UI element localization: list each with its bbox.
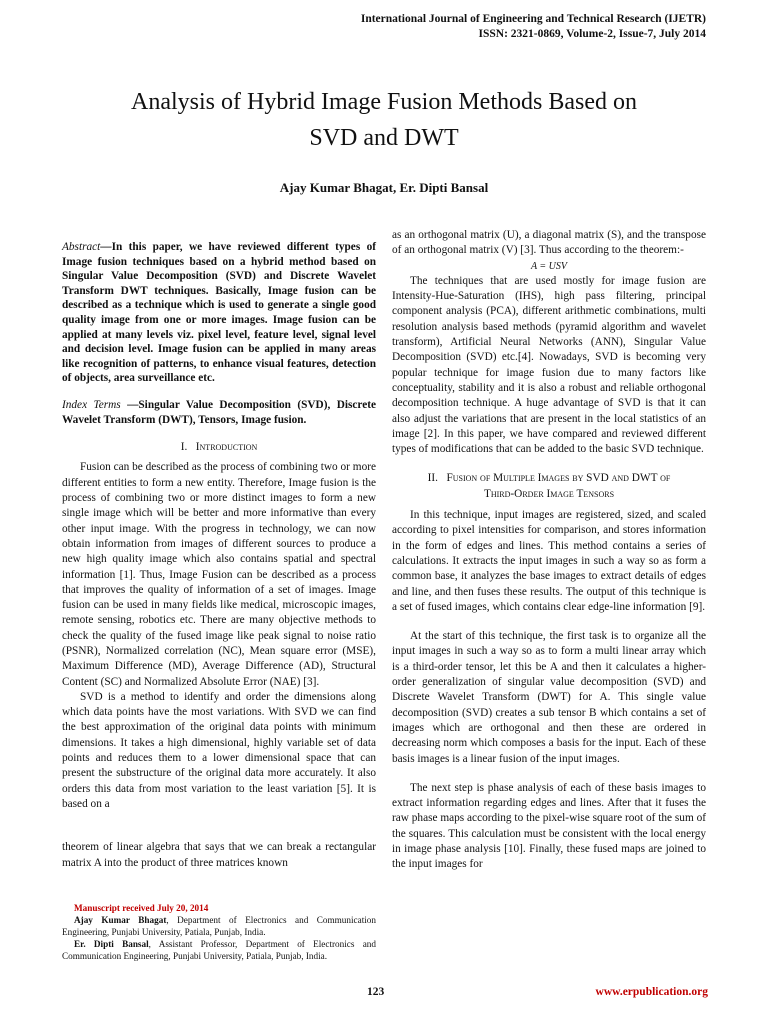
title-line-2: SVD and DWT [309, 125, 459, 151]
index-terms [62, 398, 376, 427]
journal-name: International Journal of Engineering and Technical Research (IJETR) [360, 13, 706, 25]
section-2-paragraph-1: In this technique, input images are registered, sized, and scaled according to pixel intensities for comparison, and stores information in the form of edges and lines. This method contains a series of calculations. It extracts the input images in such a way so as form a common base, it analyzes the base images to extract details of edges and line, and then fuses these results. The output of this technique is a set of fused images, which contains clear edge-line information [9]. [392, 509, 706, 613]
paper-title [40, 84, 728, 156]
section-1-paragraph-2: SVD is a method to identify and order the dimensions along which data points have the most variations. With SVD we can find the best approximation of the original data points with minimum dimensions. It takes a high dimensional, highly variable set of data points and reduces them to a lower dimensional space that can present the substructure of the original data more accurately. It also orders this data from most variation to the least variation [5]. It is based on a [62, 690, 376, 810]
section-2-heading [392, 471, 706, 502]
footnote-author-1-name: Ajay Kumar Bhagat [74, 915, 167, 925]
right-paragraph-2: The techniques that are used mostly for image fusion are Intensity-Hue-Saturation (IHS), high pass filtering, principal component analysis (PCA), different arithmetic combinations, multi resolution analysis based methods (pyramid algorithm and wavelet transform), Artificial Neural Networks (ANN), Singular Value Decomposition (SVD) etc.[4]. Nowadays, SVD is becoming very popular technique for image fusion due to many factors like conceptuality, stability and it is also a robust and reliable orthogonal decomposition technique. A huge advantage of SVD is that it can also adjust the variations that are present in the local statistics of an image [2]. In this paper, we have compared and reviewed different types of modifications that can be added to the basic SVD technique. [392, 274, 706, 456]
page-number: 123 [367, 986, 385, 998]
section-1-paragraph-3: theorem of linear algebra that says that we can break a rectangular matrix A into the product of three matrices known [62, 841, 376, 869]
right-column [392, 228, 706, 873]
section-2-title-line-2: Third-Order Image Tensors [483, 487, 615, 500]
svd-equation: A = USV [530, 260, 567, 272]
journal-header [361, 12, 706, 42]
journal-issn: ISSN: 2321-0869, Volume-2, Issue-7, July 2014 [478, 28, 706, 40]
index-terms-text: —Singular Value Decomposition (SVD), Discrete Wavelet Transform (DWT), Tensors, Image fusion. [62, 398, 377, 426]
section-1-title: Introduction [195, 441, 258, 454]
section-2-title-line-1: Fusion of Multiple Images by SVD and DWT of [446, 472, 671, 485]
footnote-author-1 [62, 914, 376, 938]
footnote-author-2 [62, 938, 376, 962]
section-2-paragraph-2: At the start of this technique, the first task is to organize all the input images in such a way so as to form a multi linear array which is a third-order tensor, let this be A and then it calculates a higher-order generalization of singular value decomposition (SVD) and Discrete Wavelet Transform (DWT) for A. This single value decomposition (SVD) creates a sub tensor B which contains a set of images which are orthogonal and then these are ordered in decreasing norm which composes a basis for the input. Each of these basis images is a linear fusion of the input images. [392, 630, 706, 765]
left-column [62, 240, 376, 871]
section-1-heading [62, 440, 376, 455]
abstract-text: —In this paper, we have reviewed different types of Image fusion techniques based on a hybrid method based on Singular Value Decomposition (SVD) and Discrete Wavelet Transform DWT techniques. Basically, Image fusion can be described as a technique which is used to generate a single good quality image from one or more images. Image fusion can be applied at many levels viz. pixel level, feature level, signal level and decision level. Image fusion can be applied in many areas like recognition of patterns, to enhance visual features, detection of objects, area surveillance etc. [62, 241, 376, 385]
footnote-author-1-affiliation: , Department of Electronics and Communication Engineering, Punjabi University, Patiala, Punjab, India. [62, 915, 376, 937]
authors: Ajay Kumar Bhagat, Er. Dipti Bansal [279, 180, 489, 195]
abstract-label: Abstract [62, 241, 101, 253]
footnote-author-2-affiliation: , Assistant Professor, Department of Electronics and Communication Engineering, Punjabi University, Patiala, Punjab, India. [62, 939, 376, 961]
right-paragraph-1: as an orthogonal matrix (U), a diagonal matrix (S), and the transpose of an orthogonal matrix (V) [3]. Thus according to the theorem:- [392, 229, 706, 257]
abstract [62, 240, 376, 386]
footnotes [62, 902, 376, 962]
section-1-paragraph-1: Fusion can be described as the process of combining two or more different entities to form a new entity. Therefore, Image fusion is the process of combining two or more distinct images to form a new single image which will be better and more informative than every other input image. With the progress in technology, we can now obtain information from images of different sources to produce a new high quality image which also contains spatial and spectral information [1]. Thus, Image Fusion can be described as a process that improves the quality of information of a set of images. Image fusion can be used in many fields like medical, microscopic images, remote sensing, robotics etc. There are many objective methods to check the quality of the fused image like peak signal to noise ratio (PSNR), Normalized correlation (NC), Mean square error (MSE), Maximum Difference (MD), Average Difference (AD), Structural Content (SC) and Normalized Absolute Error (NAE) [3]. [62, 461, 376, 688]
section-1-number: I. [180, 441, 188, 454]
website-link[interactable]: www.erpublication.org [595, 986, 708, 998]
manuscript-received: Manuscript received July 20, 2014 [74, 903, 209, 913]
section-2-number: II. [427, 472, 438, 485]
index-terms-label: Index Terms [62, 398, 121, 411]
section-2-paragraph-3: The next step is phase analysis of each of these basis images to extract information regarding edges and lines. After that it fuses the raw phase maps according to the pixel-wise square root of the sum of the squares. This calculation must be consistent with the local energy in image phase analysis [10]. Finally, these fused maps are joined to the input images for [392, 781, 706, 871]
footnote-author-2-name: Er. Dipti Bansal [74, 939, 149, 949]
title-line-1: Analysis of Hybrid Image Fusion Methods Based on [131, 89, 637, 115]
